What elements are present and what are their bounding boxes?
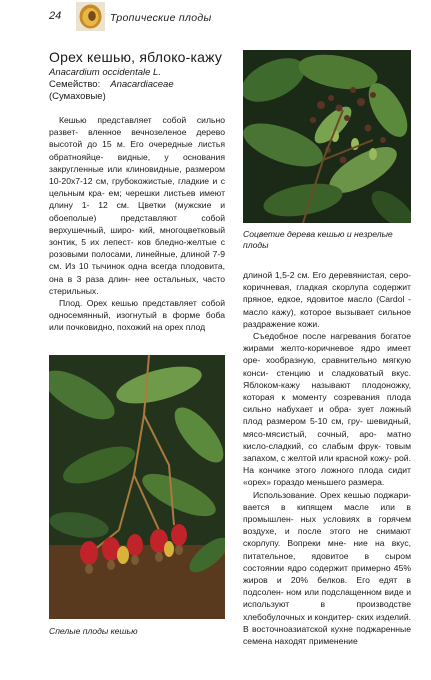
text-paragraph: длиной 1,5-2 см. Его деревянистая, серо- коричневая, гладкая скорлупа содержит пряное, едкое, ядовитое масло (Cardol - масло кажу), которое вызывает сильное раздражение кожи.: [243, 270, 411, 329]
article-title: Орех кешью, яблоко-кажу: [49, 49, 223, 65]
running-title: Тропические плоды: [110, 12, 212, 24]
family-russian: (Сумаховые): [49, 91, 106, 102]
column-1-paragraph-1: [49, 114, 225, 297]
text-paragraph: Кешью представляет собой сильно развет- вленное вечнозеленое дерево высотой до 15 м. Его очередные листья обратнояйце- видные, у основания закругленные или клиновидные, размером 10-20х7-12 см, грубокожистые, гладкие и с цельным кра- ем; черешки листьев имеют длину 1- 12 см. Цветки (мужские и обоеполые) представляют собой верхушечный, широ- кий, многоцветковый зонтик, 5 их лепест- ков бледно-желтые с розовыми полосами, линейные, длиной 7-9 см. Из 10 тычинок одна всегда плодовита, она в 3 раза длин- нее остальных, часто стерильных.: [49, 115, 226, 296]
text-paragraph: Съедобное после нагревания богатое жирами желто-коричневое ядро имеет оре- хообразную, сравнительно мягкую конси- стенцию и сладковатый вкус. Яблоком-кажу называют плодоножку, которая к моменту созревания плода сильно набухает и обра- зует ложный плод размером 5-10 см, гру- шевидный, мясо-мясистый, сочный, аро- матно кисло-сладкий, со слабым фрук- товым запахом, с желтой или красной кожу- рой. На кончике этого ложного плода сидит «орех» гораздо меньшего размера.: [243, 331, 412, 488]
text-paragraph: Плод. Орех кешью представляет собой односемянный, изогнутый в форме боба или почковидно, похожий на орех плод: [49, 298, 225, 333]
cashew-inflorescence-photo: [243, 50, 411, 223]
family-latin: Anacardiaceae: [110, 79, 174, 90]
cashew-fruit-icon: [76, 2, 105, 31]
bottom-photo-caption: Спелые плоды кешью: [49, 626, 138, 636]
text-paragraph: Использование. Орех кешью поджари- вается в кипящем масле или в промышлен- ных условиях в горячем воздухе, и после этого не снимают скорлупу. Вопреки мне- ние на вкус, питательное, ядовитое в сыром состоянии ядро содержит примерно 45% жиров и 20% белков. Его едят в подсолен- ном или подслащенном виде и используют в производстве хлебобулочных и кондитер- ских изделий. В восточноазиатской кухне поджаренные семена находят применение: [243, 489, 412, 647]
column-2-text: [243, 269, 411, 647]
family-line: [49, 79, 174, 91]
top-photo-caption: Соцветие дерева кешью и незрелые плоды: [243, 229, 393, 250]
column-1-paragraph-2: [49, 297, 225, 334]
latin-name: Anacardium occidentale L.: [49, 67, 161, 78]
ripe-cashew-photo: [49, 355, 225, 619]
page-number: 24: [49, 10, 62, 22]
family-label: Семейство:: [49, 79, 101, 90]
paragraph-text: Кешью представляет собой сильно развет-: [49, 115, 225, 138]
